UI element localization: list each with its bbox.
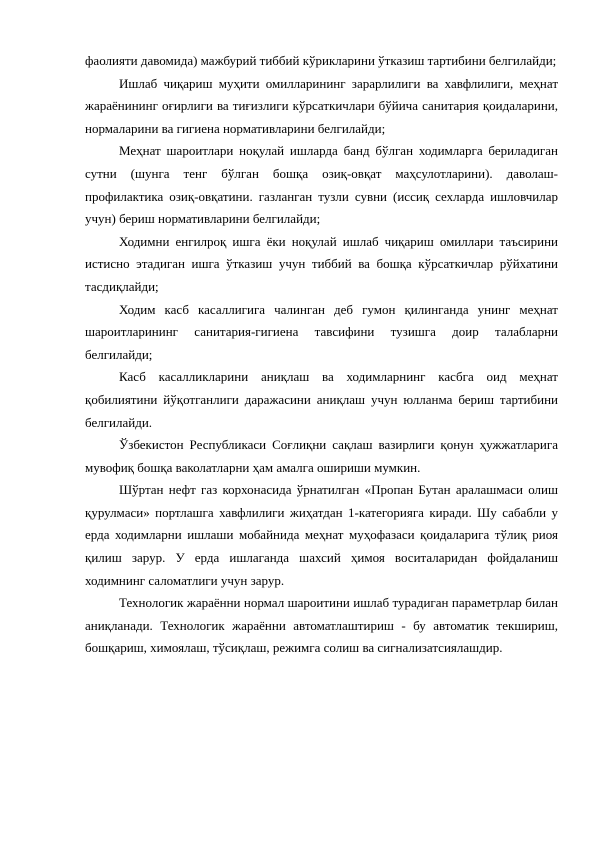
paragraph-continuation: фаолияти давомида) мажбурий тиббий кўрикларини ўтказиш тартибини белгилайди;: [85, 53, 557, 68]
paragraph-process-automation: Технологик жараённи нормал шароитини ишлаб турадиган параметрлар билан аниқланади. Технологик жараённи автоматлаштириш - бу автоматик текшириш, бошқариш, химоялаш, тўсиқлаш, режимга солиш ва сигнализатсиялашдир.: [85, 595, 558, 656]
paragraph-medical-indicators-list: Ходимни енгилроқ ишга ёки ноқулай ишлаб чиқариш омиллари таъсирини истисно этадиган ишга ўтказиш учун тиббий ва бошқа кўрсаткичлар рўйхатини тасдиқлайди;: [85, 233, 558, 294]
paragraph-referral-procedure: Касб касалликларини аниқлаш ва ходимларнинг касбга оид меҳнат қобилиятини йўқотганлиги даражасини аниқлаш учун юлланма бериш тартибини белгилайди.: [85, 369, 558, 430]
document-page: [85, 50, 558, 660]
paragraph-milk-nutrition-norms: Меҳнат шароитлари ноқулай ишларда банд бўлган ходимларга бериладиган сутни (шунга тенг бўлган бошқа озиқ-овқат маҳсулотларини). даволаш-профилактика озиқ-овқатини. газланган тузли сувни (иссиқ сехларда ишловчилар учун) бериш нормативларини белгилайди;: [85, 143, 558, 227]
paragraph-shurtan-facility: Шўртан нефт газ корхонасида ўрнатилган «Пропан Бутан аралашмаси олиш қурулмаси» портлашга хавфлилиги жиҳатдан 1-категорияга киради. Шу сабабли у ерда ходимларни ишлаши мобайнида меҳнат муҳофазаси қоидаларига тўлиқ риоя қилиш зарур. У ерда ишлаганда шахсий ҳимоя воситаларидан фойдаланиш ходимнинг саломатлиги учун зарур.: [85, 482, 558, 588]
paragraph-ministry-powers: Ўзбекистон Республикаси Соғлиқни сақлаш вазирлиги қонун ҳужжатларига мувофиқ бошқа ваколатларни ҳам амалга ошириши мумкин.: [85, 437, 558, 475]
paragraph-work-environment-norms: Ишлаб чиқариш муҳити омилларининг зарарлилиги ва хавфлилиги, меҳнат жараёнининг оғирлиги ва тиғизлиги кўрсаткичлари бўйича санитария қоидаларини, нормаларини ва гигиена нормативларини белгилайди;: [85, 75, 558, 136]
paragraph-occupational-disease-suspicion: Ходим касб касаллигига чалинган деб гумон қилинганда унинг меҳнат шароитларининг санитария-гигиена тавсифини тузишга доир талабларни белгилайди;: [85, 301, 558, 362]
